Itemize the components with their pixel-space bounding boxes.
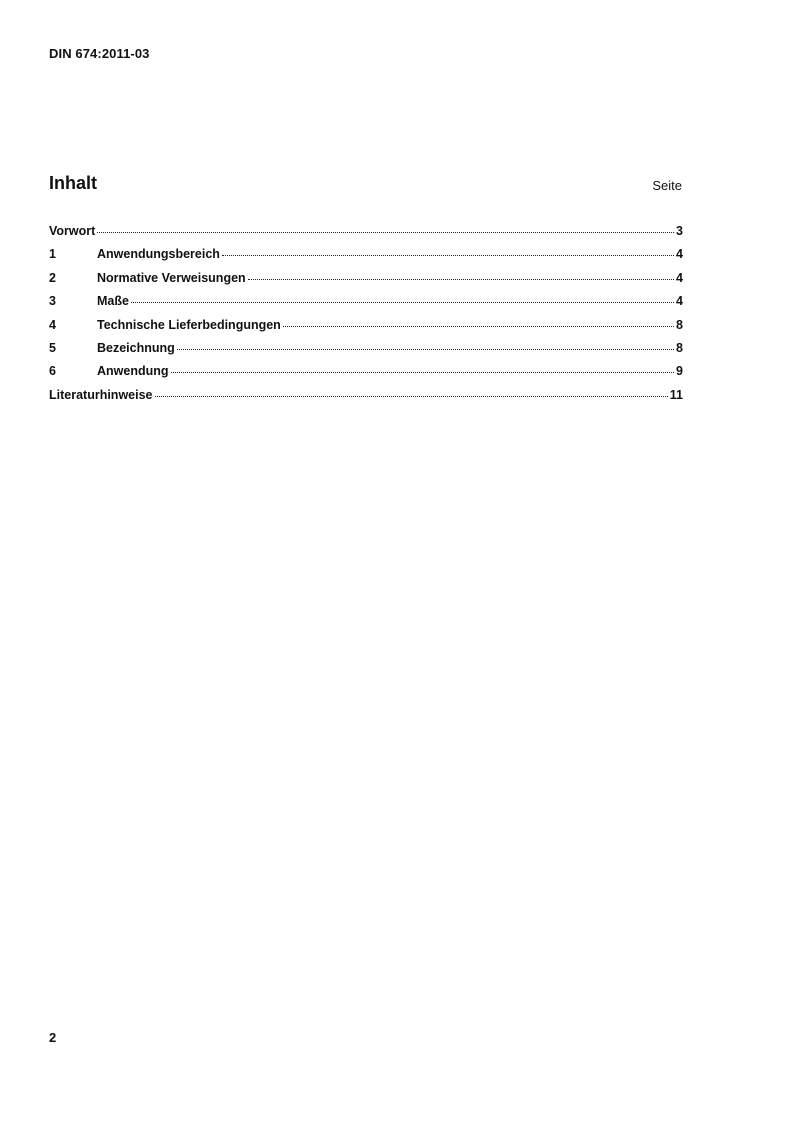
toc-entry-masse[interactable]: [49, 291, 683, 314]
toc-leader-dots: [177, 338, 674, 352]
toc-entry-number: 1: [49, 247, 56, 262]
toc-entry-title: Maße: [97, 294, 129, 309]
toc-leader-dots: [248, 268, 674, 282]
toc-leader-dots: [97, 221, 674, 235]
toc-leader-dots: [131, 291, 674, 305]
toc-entry-title: Literaturhinweise: [49, 387, 153, 402]
toc-entry-number: 2: [49, 270, 56, 285]
toc-entry-page: 3: [676, 224, 683, 238]
toc-entry-number: 6: [49, 364, 56, 379]
toc-entry-technische-lieferbedingungen[interactable]: [49, 315, 683, 338]
toc-entry-page: 8: [676, 340, 683, 355]
toc-leader-dots: [222, 244, 674, 258]
toc-entry-number: 5: [49, 340, 56, 355]
toc-entry-page: 4: [676, 294, 683, 309]
toc-entry-title: Bezeichnung: [97, 340, 175, 355]
toc-entry-normative-verweisungen[interactable]: [49, 268, 683, 291]
toc-entry-title: Anwendungsbereich: [97, 247, 220, 262]
toc-entry-number: 4: [49, 317, 56, 332]
toc-entry-anwendung[interactable]: [49, 361, 683, 384]
toc-entry-page: 9: [676, 364, 683, 379]
toc-leader-dots: [155, 385, 668, 399]
toc-entry-page: 4: [676, 247, 683, 262]
toc-entry-title: Technische Lieferbedingungen: [97, 317, 281, 332]
toc-entry-page: 11: [669, 387, 683, 402]
toc-entry-title: Anwendung: [97, 364, 169, 379]
toc-entry-bezeichnung[interactable]: [49, 338, 683, 361]
toc-entry-title: Vorwort: [49, 224, 96, 238]
toc-heading: Inhalt: [49, 173, 97, 193]
toc-leader-dots: [171, 361, 675, 375]
page-number: 2: [49, 1030, 57, 1045]
page-column-label: Seite: [652, 178, 682, 193]
toc-entry-page: 8: [676, 317, 683, 332]
toc-entry-vorwort[interactable]: [49, 221, 683, 244]
toc-entry-number: 3: [49, 294, 56, 309]
toc-leader-dots: [283, 315, 674, 329]
toc-entry-title: Normative Verweisungen: [97, 270, 246, 285]
toc-entry-literaturhinweise[interactable]: [49, 385, 683, 408]
document-id: DIN 674:2011-03: [49, 46, 150, 61]
toc-entry-anwendungsbereich[interactable]: [49, 244, 683, 267]
table-of-contents: [49, 221, 683, 408]
toc-entry-page: 4: [676, 270, 683, 285]
